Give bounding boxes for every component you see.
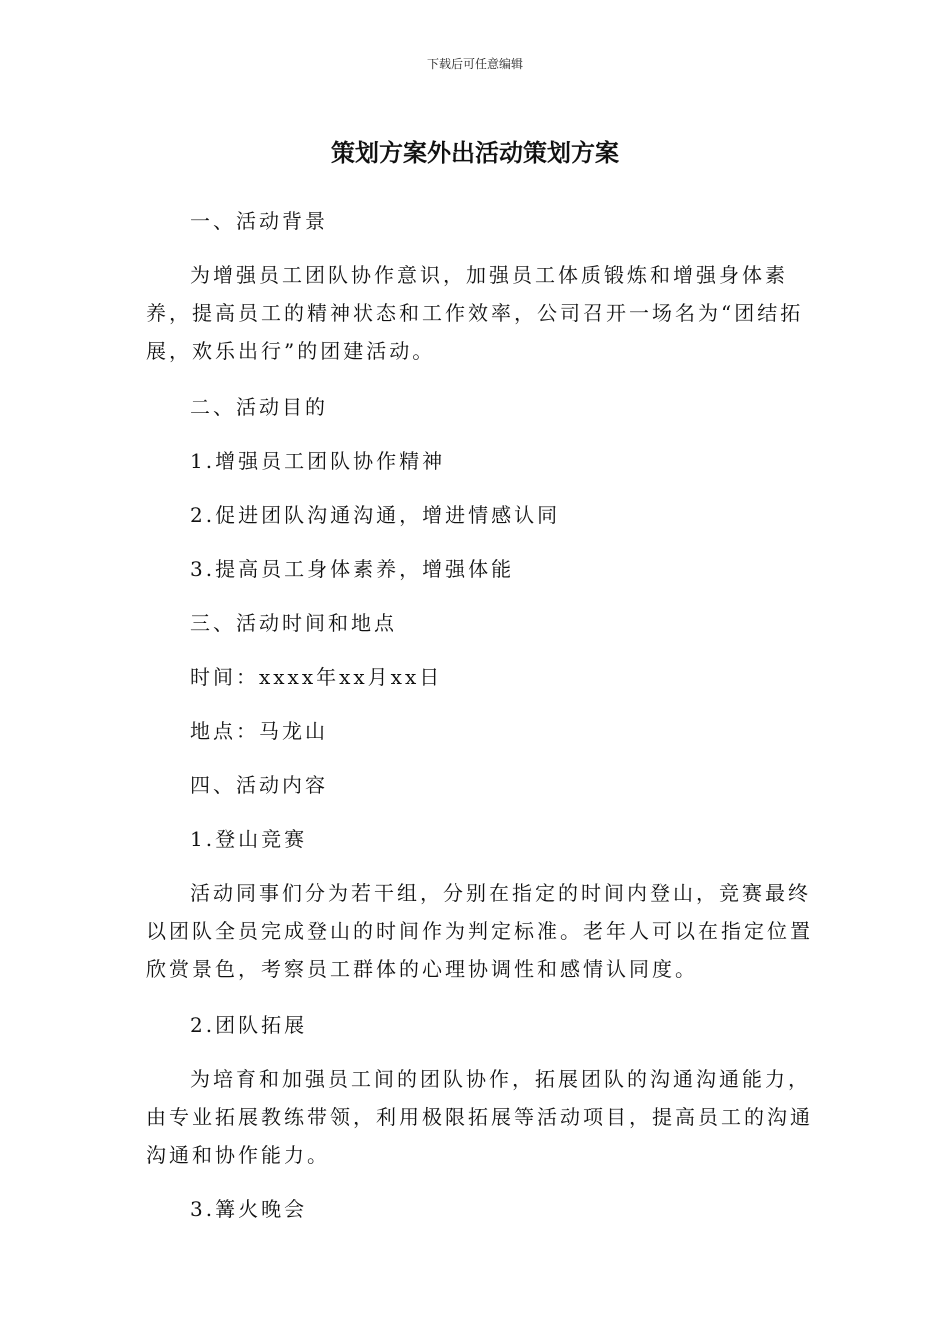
purpose-item-3: 3.提高员工身体素养，增强体能: [190, 557, 515, 581]
section-heading-content: 四、活动内容: [190, 773, 328, 797]
content-item-2-title: 2.团队拓展: [190, 1013, 308, 1037]
activity-place: 地点：马龙山: [190, 719, 328, 743]
content-item-1-title: 1.登山竞赛: [190, 827, 308, 851]
content-item-3-title: 3.篝火晚会: [190, 1197, 308, 1221]
document-title: 策划方案外出活动策划方案: [331, 139, 619, 167]
purpose-item-1: 1.增强员工团队协作精神: [190, 449, 446, 473]
section-heading-background: 一、活动背景: [190, 209, 328, 233]
content-item-1-paragraph: 活动同事们分为若干组，分别在指定的时间内登山，竞赛最终以团队全员完成登山的时间作为判定标准。老年人可以在指定位置欣赏景色，考察员工群体的心理协调性和感情认同度。: [146, 881, 813, 981]
header-note: 下载后可任意编辑: [426, 57, 523, 71]
activity-time: 时间：xxxx年xx月xx日: [190, 665, 443, 689]
section-heading-time-place: 三、活动时间和地点: [190, 611, 397, 635]
purpose-item-2: 2.促进团队沟通沟通，增进情感认同: [190, 503, 561, 527]
section-heading-purpose: 二、活动目的: [190, 395, 328, 419]
background-paragraph: 为增强员工团队协作意识，加强员工体质锻炼和增强身体素养，提高员工的精神状态和工作效率，公司召开一场名为“团结拓展，欢乐出行”的团建活动。: [146, 263, 804, 363]
content-item-2-paragraph: 为培育和加强员工间的团队协作，拓展团队的沟通沟通能力，由专业拓展教练带领，利用极限拓展等活动项目，提高员工的沟通沟通和协作能力。: [146, 1067, 813, 1167]
